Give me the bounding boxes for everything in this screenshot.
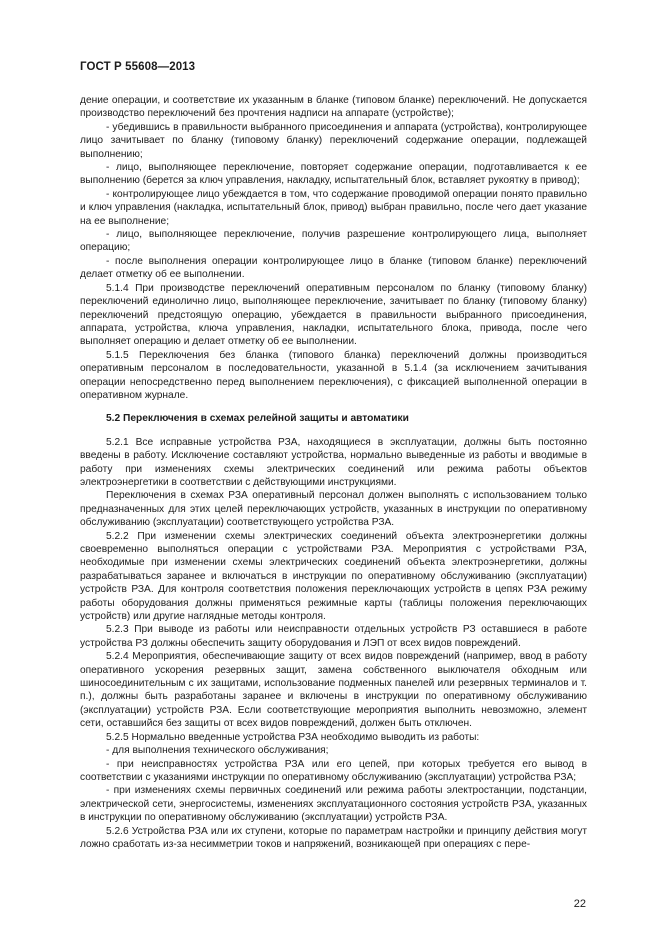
paragraph: - лицо, выполняющее переключение, повторяет содержание операции, подготавливается к ее выполнению (берется за ключ управления, накладку, испытательный блок, вставляет рукоятку в привод); (80, 162, 587, 187)
list-item: - при неисправностях устройства РЗА или его цепей, при которых требуется его вывод в соответствии с указаниями инструкции по оперативному обслуживанию (эксплуатации) устройства РЗА; (80, 758, 587, 783)
paragraph: 5.1.5 Переключения без бланка (типового бланка) переключений должны производиться оперативным персоналом в последовательности, указанной в 5.1.4 (за исключением зачитывания операции непосредственно перед выполнением переключения), с фиксацией выполненной операции в оперативном журнале. (80, 349, 587, 401)
paragraph: дение операции, и соответствие их указанным в бланке (типовом бланке) переключений. Не допускается производство переключений без прочтения надписи на аппарате (устройстве); (80, 95, 587, 120)
paragraph: Переключения в схемах РЗА оперативный персонал должен выполнять с использованием только предназначенных для этих целей переключающих устройств, указанных в инструкции по оперативному обслуживанию (эксплуатации) соответствующего устройства РЗА. (80, 490, 587, 529)
list-item: - для выполнения технического обслуживания; (106, 745, 329, 757)
document-body (80, 94, 587, 851)
paragraph: 5.1.4 При производстве переключений оперативным персоналом по бланку (типовому бланку) переключений единолично лицо, выполняющее переключение, зачитывает по бланку (типовому бланку) переключений предстоящую операцию, убеждается в правильности выбранного присоединения, аппарата, устройства, ключа управления, накладки, испытательного блока, привода, после чего выполняет операцию и делает отметку об ее выполнении. (80, 282, 587, 348)
list-item: - при изменениях схемы первичных соединений или режима работы электростанции, подстанции, электрической сети, энергосистемы, изменениях эксплуатационного состояния устройств РЗА, указанных в инструкции по оперативному обслуживанию (эксплуатации) устройств РЗА. (80, 785, 587, 824)
document-header: ГОСТ Р 55608—2013 (80, 61, 196, 73)
paragraph: - после выполнения операции контролирующее лицо в бланке (типовом бланке) переключений делает отметку об ее выполнении. (80, 255, 587, 281)
paragraph: - контролирующее лицо убеждается в том, что содержание проводимой операции понято правильно и ключ управления (накладка, испытательный блок, привод) выбран правильно, после чего дает указание на ее выполнение; (80, 188, 587, 227)
paragraph: 5.2.6 Устройства РЗА или их ступени, которые по параметрам настройки и принципу действия могут ложно сработать из-за несимметрии токов и напряжений, возникающей при операциях с пере- (80, 825, 587, 850)
section-heading: 5.2 Переключения в схемах релейной защиты и автоматики (106, 413, 409, 425)
paragraph: 5.2.5 Нормально введенные устройства РЗА необходимо выводить из работы: (106, 731, 480, 743)
paragraph: - лицо, выполняющее переключение, получив разрешение контролирующего лица, выполняет операцию; (80, 229, 587, 254)
paragraph: 5.2.2 При изменении схемы электрических соединений объекта электроэнергетики должны своевременно выполняться операции с устройствами РЗА. Мероприятия с устройствами РЗА, необходимые при изменении схемы электрических соединений объекта электроэнергетики, должны разрабатываться заранее и включаться в инструкции по оперативному обслуживанию (эксплуатации) устройств РЗА. Для контроля соответствия положения переключающих устройств в цепях РЗА режиму работы оборудования должны применяться режимные карты (таблицы положения переключающих устройств) или другие наглядные методы контроля. (80, 530, 587, 623)
paragraph: - убедившись в правильности выбранного присоединения и аппарата (устройства), контролирующее лицо зачитывает по бланку (типовому бланку) переключений содержание операции, подлежащей выполнению; (80, 121, 587, 160)
page-number: 22 (573, 898, 586, 910)
paragraph: 5.2.1 Все исправные устройства РЗА, находящиеся в эксплуатации, должны быть постоянно введены в работу. Исключение составляют устройства, нормально выведенные из работы и вводимые в работу при изменениях схемы электрических соединений или режима работы объектов электроэнергетики в соответствии с действующими инструкциями. (80, 436, 587, 488)
paragraph: 5.2.3 При выводе из работы или неисправности отдельных устройств РЗ оставшиеся в работе устройства РЗ должны обеспечить защиту оборудования и ЛЭП от всех видов повреждений. (80, 624, 587, 649)
paragraph: 5.2.4 Мероприятия, обеспечивающие защиту от всех видов повреждений (например, ввод в работу оперативного ускорения резервных защит, замена собственного выключателя обходным или шиносоединительным с их защитами, использование подменных панелей или резервных терминалов и т. п.), должны быть разработаны заранее и включены в инструкции по оперативному обслуживанию (эксплуатации) устройств РЗА. Если соответствующие мероприятия выполнить невозможно, элемент сети, оставшийся без защиты от всех видов повреждений, должен быть отключен. (80, 651, 587, 730)
